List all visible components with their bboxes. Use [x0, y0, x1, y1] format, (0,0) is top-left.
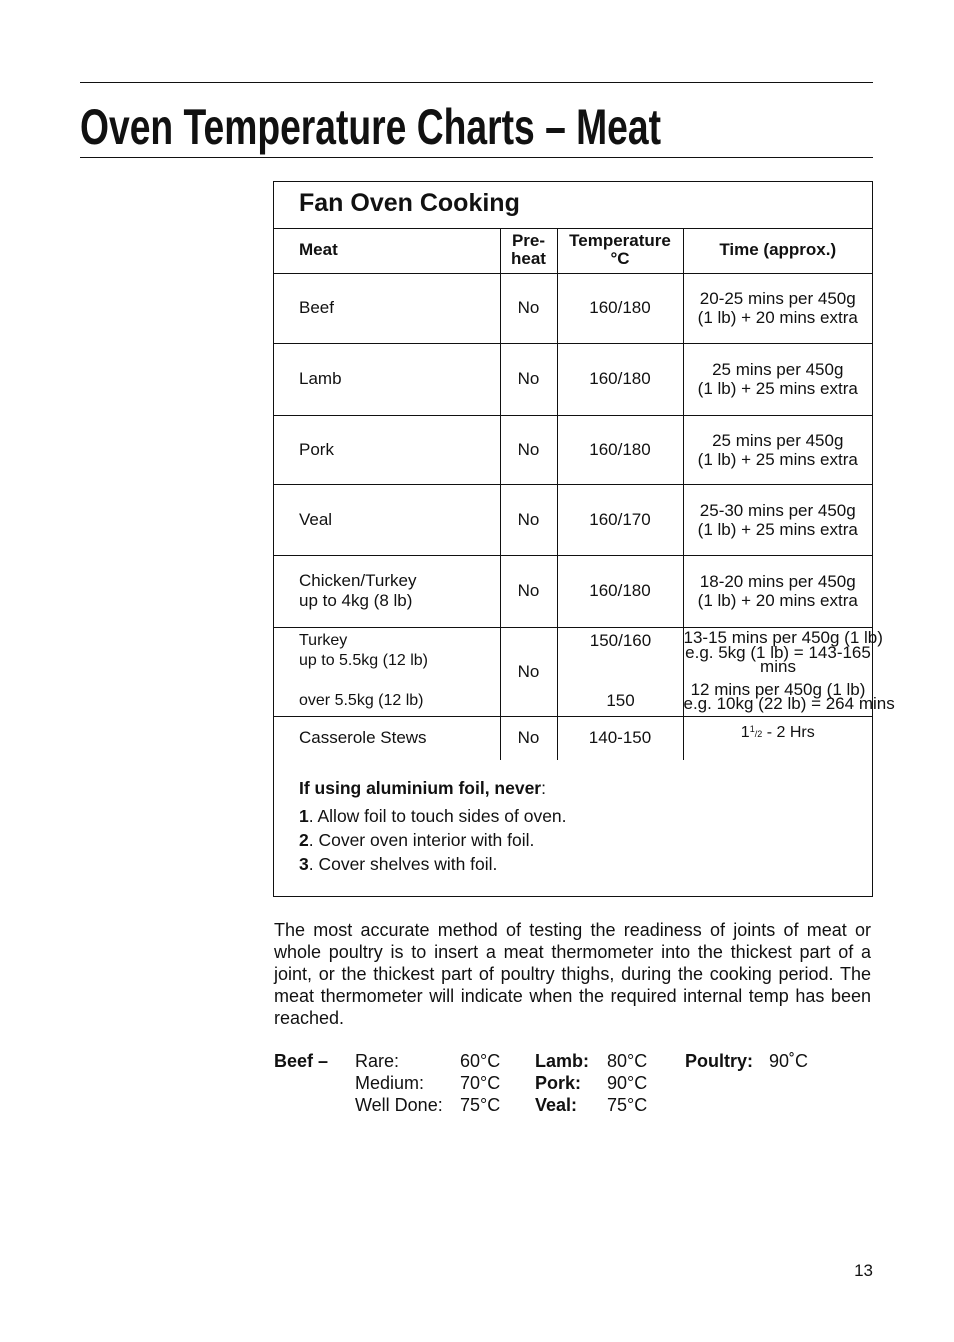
page-number: 13: [854, 1261, 873, 1280]
meat-cell: Lamb: [274, 343, 500, 415]
time-cell: $1^1/2 - 2$ Hrs: [683, 716, 872, 760]
temperature-cell: 160/180: [557, 555, 683, 627]
preheat-cell: No: [500, 716, 557, 760]
temperature-cell: 160/180: [557, 273, 683, 343]
welldone-label: Well Done:: [355, 1095, 443, 1115]
meat-line1: Chicken/Turkey: [299, 571, 417, 590]
preheat-cell: No: [500, 343, 557, 415]
poultry-label: Poultry:: [685, 1051, 754, 1071]
rare-label: Rare:: [355, 1051, 400, 1071]
time-line2: (1 lb) + 20 mins extra: [697, 308, 858, 327]
fraction-denominator: 2: [757, 728, 763, 739]
time-line1: 25 mins per 450g: [712, 360, 844, 379]
time-cell: [683, 484, 872, 555]
fraction-numerator: 1: [749, 723, 755, 734]
time-line1: 25 mins per 450g: [712, 430, 844, 450]
poultry-value: 90˚C: [769, 1051, 809, 1071]
foil-heading-text: If using aluminium foil, never: [299, 778, 542, 798]
list-item: [299, 854, 497, 875]
medium-value: 70°C: [460, 1073, 501, 1093]
temperature-line2: °C: [610, 249, 630, 269]
time-cell: [683, 415, 872, 484]
list-text: . Cover oven interior with foil.: [308, 830, 535, 850]
list-number: 1: [299, 806, 309, 826]
table-row: [274, 555, 872, 627]
chart-heading-bar: [274, 182, 872, 229]
list-text: . Allow foil to touch sides of oven.: [308, 806, 567, 826]
preheat-line2: heat: [511, 249, 546, 269]
welldone-value: 75°C: [460, 1095, 501, 1115]
meat-cell: Pork: [274, 415, 500, 484]
lamb-label: Lamb:: [535, 1051, 589, 1071]
col-header-preheat: [500, 228, 557, 273]
time-lower-line1: 12 mins per 450g (1 lb): [690, 679, 866, 699]
time-upper-line2: e.g. 5kg (1 lb) = 143-165: [685, 642, 871, 662]
time-line2: (1 lb) + 25 mins extra: [697, 449, 858, 469]
time-lower-line2: e.g. 10kg (22 lb) = 264 mins: [683, 693, 895, 713]
time-line1: 18-20 mins per 450g: [699, 572, 856, 591]
table-row: [274, 343, 872, 415]
temperature-line1: Temperature: [569, 231, 671, 251]
time-rest: - 2 Hrs: [762, 723, 815, 741]
fan-oven-chart: [273, 181, 895, 897]
time-line2: (1 lb) + 25 mins extra: [697, 379, 858, 398]
meat-line1: Turkey: [299, 631, 348, 649]
temperature-lower: 150: [606, 690, 635, 710]
time-cell: [683, 273, 872, 343]
temperature-cell: [557, 627, 683, 716]
time-line1: 25-30 mins per 450g: [699, 500, 856, 520]
col-header-time: Time (approx.): [683, 228, 872, 273]
pork-value: 90°C: [607, 1073, 648, 1093]
preheat-cell: No: [500, 415, 557, 484]
page-title: Oven Temperature Charts – Meat: [80, 99, 662, 155]
chart-heading: Fan Oven Cooking: [299, 189, 520, 217]
table-row: [274, 273, 872, 343]
time-line2: (1 lb) + 25 mins extra: [697, 519, 858, 539]
table-row: [274, 484, 872, 555]
time-cell: [683, 343, 872, 415]
meat-cell: [274, 555, 500, 627]
rare-value: 60°C: [460, 1051, 501, 1071]
preheat-cell: No: [500, 273, 557, 343]
table-row-casserole: [274, 716, 872, 760]
temperature-table: [274, 228, 895, 760]
meat-line2: up to 4kg (8 lb): [299, 591, 413, 610]
list-item: [299, 830, 534, 851]
temperature-upper: 150/160: [589, 630, 652, 650]
table-header-row: [274, 228, 872, 273]
time-line2: (1 lb) + 20 mins extra: [697, 591, 858, 610]
col-header-meat: Meat: [274, 228, 500, 273]
time-cell: [683, 555, 872, 627]
veal-value: 75°C: [607, 1095, 648, 1115]
title-underline: [80, 94, 873, 158]
temperature-cell: 160/180: [557, 415, 683, 484]
list-number: 2: [299, 830, 309, 850]
preheat-line1: Pre-: [511, 231, 546, 251]
medium-label: Medium:: [355, 1073, 425, 1093]
table-row-turkey: [274, 627, 872, 716]
meat-cell: Veal: [274, 484, 500, 555]
meat-cell: [274, 627, 500, 716]
foil-warning: [274, 760, 872, 896]
meat-cell: Beef: [274, 273, 500, 343]
top-rule: [80, 82, 873, 83]
preheat-cell: No: [500, 627, 557, 716]
meat-cell: Casserole Stews: [274, 716, 500, 760]
time-upper-line1: 13-15 mins per 450g (1 lb): [683, 627, 883, 647]
foil-heading: [299, 778, 546, 799]
temperature-cell: 160/170: [557, 484, 683, 555]
veal-label: Veal:: [535, 1095, 578, 1115]
temperature-cell: 140-150: [557, 716, 683, 760]
beef-label: Beef –: [274, 1051, 329, 1071]
time-line1: 20-25 mins per 450g: [699, 289, 856, 308]
time-upper-line3: mins: [760, 656, 796, 676]
temperature-cell: 160/180: [557, 343, 683, 415]
list-number: 3: [299, 854, 309, 874]
preheat-cell: No: [500, 555, 557, 627]
pork-label: Pork:: [535, 1073, 582, 1093]
table-row: [274, 415, 872, 484]
list-text: . Cover shelves with foil.: [308, 854, 498, 874]
meat-line2: up to 5.5kg (12 lb): [299, 651, 428, 669]
preheat-cell: No: [500, 484, 557, 555]
meat-line3: over 5.5kg (12 lb): [299, 691, 424, 709]
lamb-value: 80°C: [607, 1051, 648, 1071]
foil-heading-colon: :: [541, 778, 546, 798]
col-header-temperature: [557, 228, 683, 273]
time-cell: [683, 627, 895, 716]
time-whole: 1: [740, 723, 750, 741]
thermometer-paragraph: The most accurate method of testing the readiness of joints of meat or whole poultry is to insert a meat thermometer into the thickest part of a joint, or the thickest part of poultry thighs, during the cooking period. The meat thermometer will indicate when the required internal temp has been reached.: [274, 920, 871, 1028]
list-item: [299, 806, 567, 827]
